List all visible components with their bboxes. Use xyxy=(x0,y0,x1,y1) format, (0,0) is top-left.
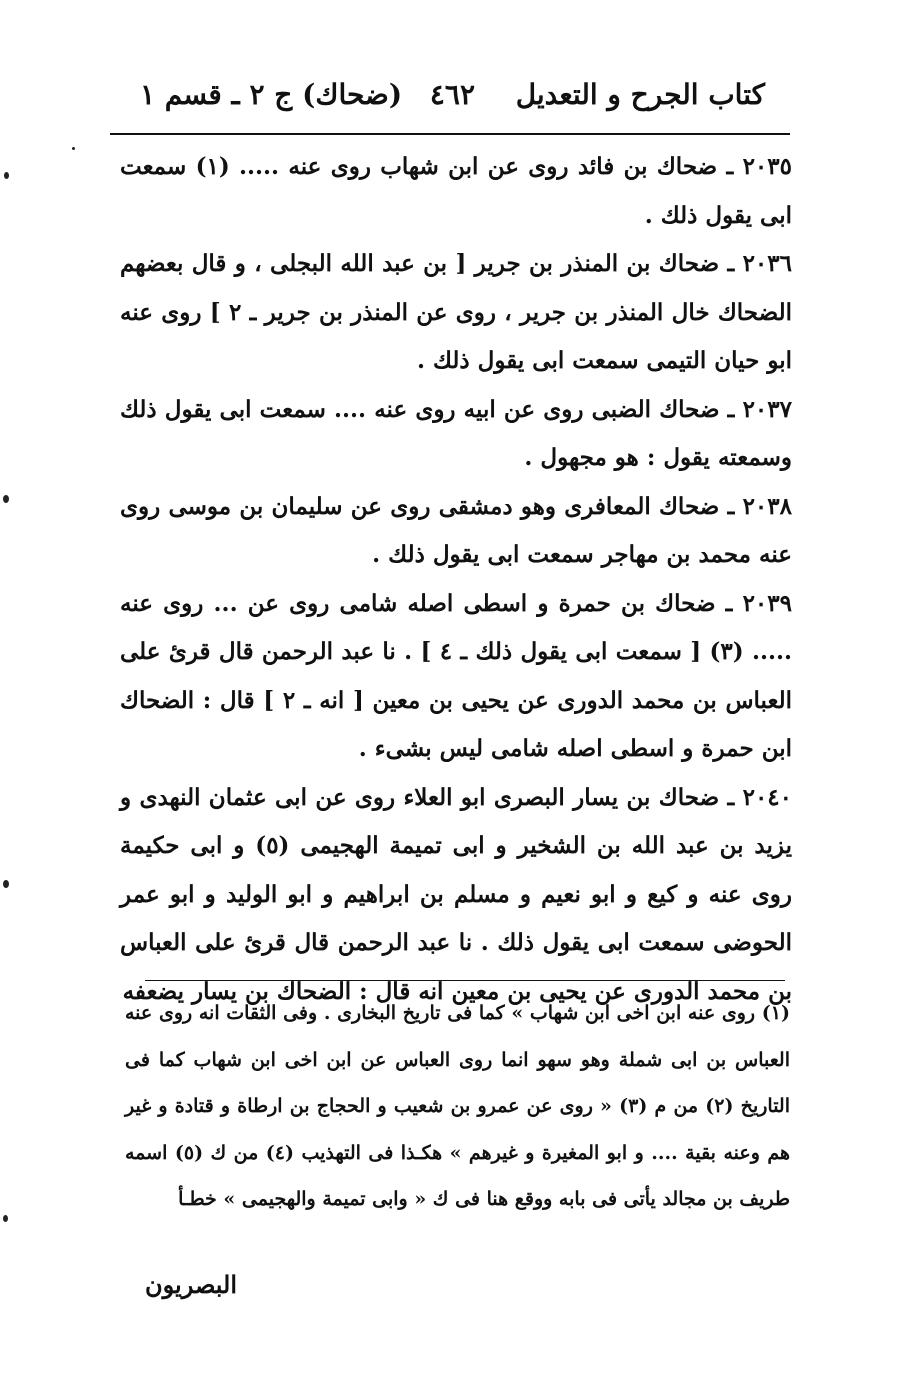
scan-speck xyxy=(3,880,9,888)
catchword: البصريون xyxy=(145,1270,237,1299)
entry-number: ٢٠٣٨ xyxy=(742,492,792,520)
entry-text: ـ ضحاك بن فائد روى عن ابن شهاب روى عنه ..... (١) سمعت ابى يقول ذلك . xyxy=(120,153,792,229)
entry-number: ٢٠٣٩ xyxy=(742,589,792,617)
entry-2035 xyxy=(120,143,792,240)
running-header xyxy=(140,72,765,128)
footnote-rule xyxy=(145,980,785,981)
entry-text: ـ ضحاك بن المنذر بن جرير [ بن عبد الله البجلى ، و قال بعضهم الضحاك خال المنذر بن جرير ، روى عن المنذر بن جرير ـ ٢ ] روى عنه ابو حيان التيمى سمعت ابى يقول ذلك . xyxy=(120,250,792,374)
entry-2036 xyxy=(120,240,792,386)
entry-number: ٢٠٣٧ xyxy=(742,395,792,423)
entry-text: ـ ضحاك بن حمرة و اسطى اصله شامى روى عن ... روى عنه ..... (٣) [ سمعت ابى يقول ذلك ـ ٤ ] . نا عبد الرحمن قال قرئ على العباس بن محمد الدورى عن يحيى بن معين [ انه ـ ٢ ] قال : الضحاك ابن حمرة و اسطى اصله شامى ليس بشىء . xyxy=(120,589,792,762)
entry-2037 xyxy=(120,386,792,483)
entry-number: ٢٠٣٦ xyxy=(742,250,792,277)
entry-number: ٢٠٤٠ xyxy=(742,783,793,811)
entries-body xyxy=(120,143,792,1016)
scan-speck xyxy=(3,495,9,503)
book-title: كتاب الجرح و التعديل xyxy=(515,78,765,111)
entry-number: ٢٠٣٥ xyxy=(742,153,792,180)
entry-2039 xyxy=(120,580,792,774)
entry-2038 xyxy=(120,483,792,580)
entry-text: ـ ضحاك الضبى روى عن ابيه روى عنه .... سمعت ابى يقول ذلك وسمعته يقول : هو مجهول . xyxy=(120,395,792,471)
header-rule xyxy=(110,133,790,135)
scan-speck xyxy=(3,1215,8,1222)
entry-text: ـ ضحاك بن يسار البصرى ابو العلاء روى عن ابى عثمان النهدى و يزيد بن عبد الله بن الشخير و ابى تميمة الهجيمى (٥) و ابى حكيمة روى عنه و كيع و ابو نعيم و مسلم بن ابراهيم و ابو الوليد و ابو عمر الحوضى سمعت ابى يقول ذلك . نا عبد الرحمن قال قرئ على العباس بن محمد الدورى عن يحيى بن معين انه قال : الضحاك بن يسار يضعفه xyxy=(120,783,793,1005)
section-label: (ضحاك) ج ٢ ـ قسم ١ xyxy=(140,78,403,111)
footnote-text: (١) روى عنه ابن اخى ابن شهاب » كما فى تاريخ البخارى . وفى الثقات انه روى عنه العباس بن ابى شملة وهو سهو انما روى العباس عن ابن اخى ابن شهاب كما فى التاريخ (٢) من م (٣) « روى عن عمرو بن شعيب و الحجاج بن ارطاة و قتادة و غير هم وعنه بقية .... و ابو المغيرة و غيرهم » هكـذا فى التهذيب (٤) من ك (٥) اسمه طريف بن مجالد يأتى فى بابه ووقع هنا فى ك « وابى تميمة والهجيمى » خطـأ xyxy=(125,1002,791,1210)
scan-speck xyxy=(72,147,75,150)
footnotes xyxy=(125,990,790,1223)
page-number: ٤٦٢ xyxy=(429,78,475,111)
scan-speck xyxy=(4,172,9,179)
entry-text: ـ ضحاك المعافرى وهو دمشقى روى عن سليمان بن موسى روى عنه محمد بن مهاجر سمعت ابى يقول ذلك . xyxy=(120,492,792,568)
